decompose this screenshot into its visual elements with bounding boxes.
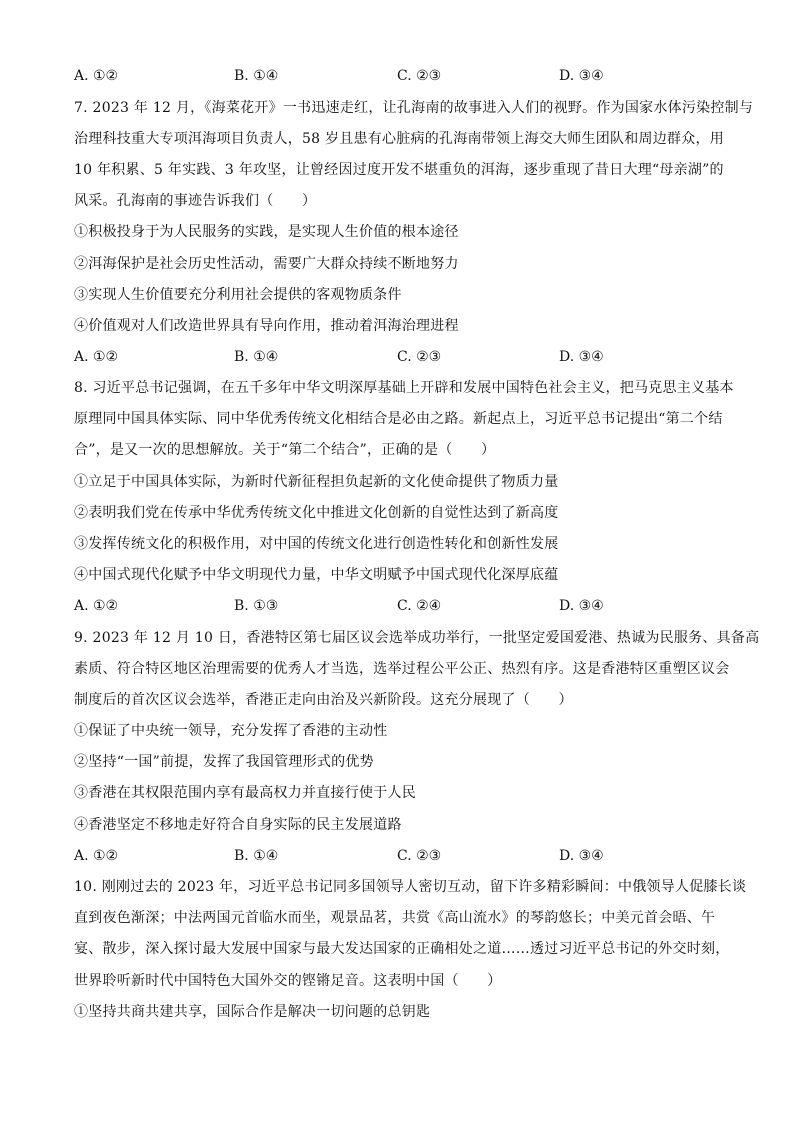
q9-stem-line: 制度后的首次区议会选举，香港正走向由治及兴新阶段。这充分展现了（ ） xyxy=(74,692,573,708)
q8-item-4: ④中国式现代化赋予中华文明现代力量，中华文明赋予中国式现代化深厚底蕴 xyxy=(74,567,559,583)
q9-option-c[interactable]: C. ②③ xyxy=(397,848,442,864)
q8-stem-line: 8. 习近平总书记强调，在五千多年中华文明深厚基础上开辟和发展中国特色社会主义，把马克思主义基本 xyxy=(74,380,734,396)
q8-stem-line: 原理同中国具体实际、同中华优秀传统文化相结合是必由之路。新起点上，习近平总书记提出“第二个结 xyxy=(74,411,723,427)
q7-stem-line: 风采。孔海南的事迹告诉我们（ ） xyxy=(74,193,317,209)
q7-stem-line: 7. 2023 年 12 月，《海菜花开》一书迅速走红，让孔海南的故事进入人们的视野。作为国家水体污染控制与 xyxy=(74,100,754,116)
q10-stem-line: 宴、散步，深入探讨最大发展中国家与最大发达国家的正确相处之道……透过习近平总书记的外交时刻， xyxy=(74,941,730,957)
q8-item-2: ②表明我们党在传承中华优秀传统文化中推进文化创新的自觉性达到了新高度 xyxy=(74,505,559,521)
q9-stem-line: 9. 2023 年 12 月 10 日，香港特区第七届区议会选举成功举行，一批坚定爱国爱港、热诚为民服务、具备高 xyxy=(74,630,760,646)
q7-option-c[interactable]: C. ②③ xyxy=(397,349,442,365)
q7-item-2: ②洱海保护是社会历史性活动，需要广大群众持续不断地努力 xyxy=(74,256,459,272)
q8-item-3: ③发挥传统文化的积极作用，对中国的传统文化进行创造性转化和创新性发展 xyxy=(74,536,559,552)
q6-option-d[interactable]: D. ③④ xyxy=(559,68,604,84)
q9-item-3: ③香港在其权限范围内享有最高权力并直接行使于人民 xyxy=(74,785,416,801)
q7-option-a[interactable]: A. ①② xyxy=(74,349,119,365)
q7-option-b[interactable]: B. ①④ xyxy=(234,349,279,365)
q7-option-d[interactable]: D. ③④ xyxy=(559,349,604,365)
q8-option-d[interactable]: D. ③④ xyxy=(559,598,604,614)
q6-option-b[interactable]: B. ①④ xyxy=(234,68,279,84)
q7-item-3: ③实现人生价值要充分利用社会提供的客观物质条件 xyxy=(74,287,402,303)
q9-option-d[interactable]: D. ③④ xyxy=(559,848,604,864)
q9-item-4: ④香港坚定不移地走好符合自身实际的民主发展道路 xyxy=(74,817,402,833)
q9-options xyxy=(74,846,734,866)
q6-option-a[interactable]: A. ①② xyxy=(74,68,119,84)
q10-stem-line: 10. 刚刚过去的 2023 年，习近平总书记同多国领导人密切互动，留下许多精彩瞬间：中俄领导人促膝长谈 xyxy=(74,879,747,895)
q8-stem-line: 合”，是又一次的思想解放。关于“第二个结合”，正确的是（ ） xyxy=(74,442,496,458)
q6-option-c[interactable]: C. ②③ xyxy=(397,68,442,84)
q9-item-1: ①保证了中央统一领导，充分发挥了香港的主动性 xyxy=(74,723,388,739)
q7-options xyxy=(74,347,734,367)
q9-option-a[interactable]: A. ①② xyxy=(74,848,119,864)
q8-item-1: ①立足于中国具体实际，为新时代新征程担负起新的文化使命提供了物质力量 xyxy=(74,474,559,490)
q9-item-2: ②坚持“一国”前提，发挥了我国管理形式的优势 xyxy=(74,754,374,770)
q7-stem-line: 10 年积累、5 年实践、3 年攻坚，让曾经因过度开发不堪重负的洱海，逐步重现了昔日大理“母亲湖”的 xyxy=(74,162,724,178)
q7-item-1: ①积极投身于为人民服务的实践，是实现人生价值的根本途径 xyxy=(74,224,459,240)
q8-option-a[interactable]: A. ①② xyxy=(74,598,119,614)
q9-option-b[interactable]: B. ①④ xyxy=(234,848,279,864)
q7-stem-line: 治理科技重大专项洱海项目负责人，58 岁且患有心脏病的孔海南带领上海交大师生团队和周边群众，用 xyxy=(74,131,725,147)
q8-options xyxy=(74,596,734,616)
q10-stem-line: 直到夜色渐深；中法两国元首临水而坐，观景品茗，共赏《高山流水》的琴韵悠长；中美元首会晤、午 xyxy=(74,910,716,926)
q9-stem-line: 素质、符合特区地区治理需要的优秀人才当选，选举过程公平公正、热烈有序。这是香港特区重塑区议会 xyxy=(74,661,730,677)
q10-stem-line: 世界聆听新时代中国特色大国外交的铿锵足音。这表明中国（ ） xyxy=(74,973,502,989)
q7-item-4: ④价值观对人们改造世界具有导向作用，推动着洱海治理进程 xyxy=(74,318,459,334)
q6-options xyxy=(74,66,734,86)
q10-item-1: ①坚持共商共建共享，国际合作是解决一切问题的总钥匙 xyxy=(74,1004,431,1020)
q8-option-c[interactable]: C. ②④ xyxy=(397,598,442,614)
q8-option-b[interactable]: B. ①③ xyxy=(234,598,279,614)
